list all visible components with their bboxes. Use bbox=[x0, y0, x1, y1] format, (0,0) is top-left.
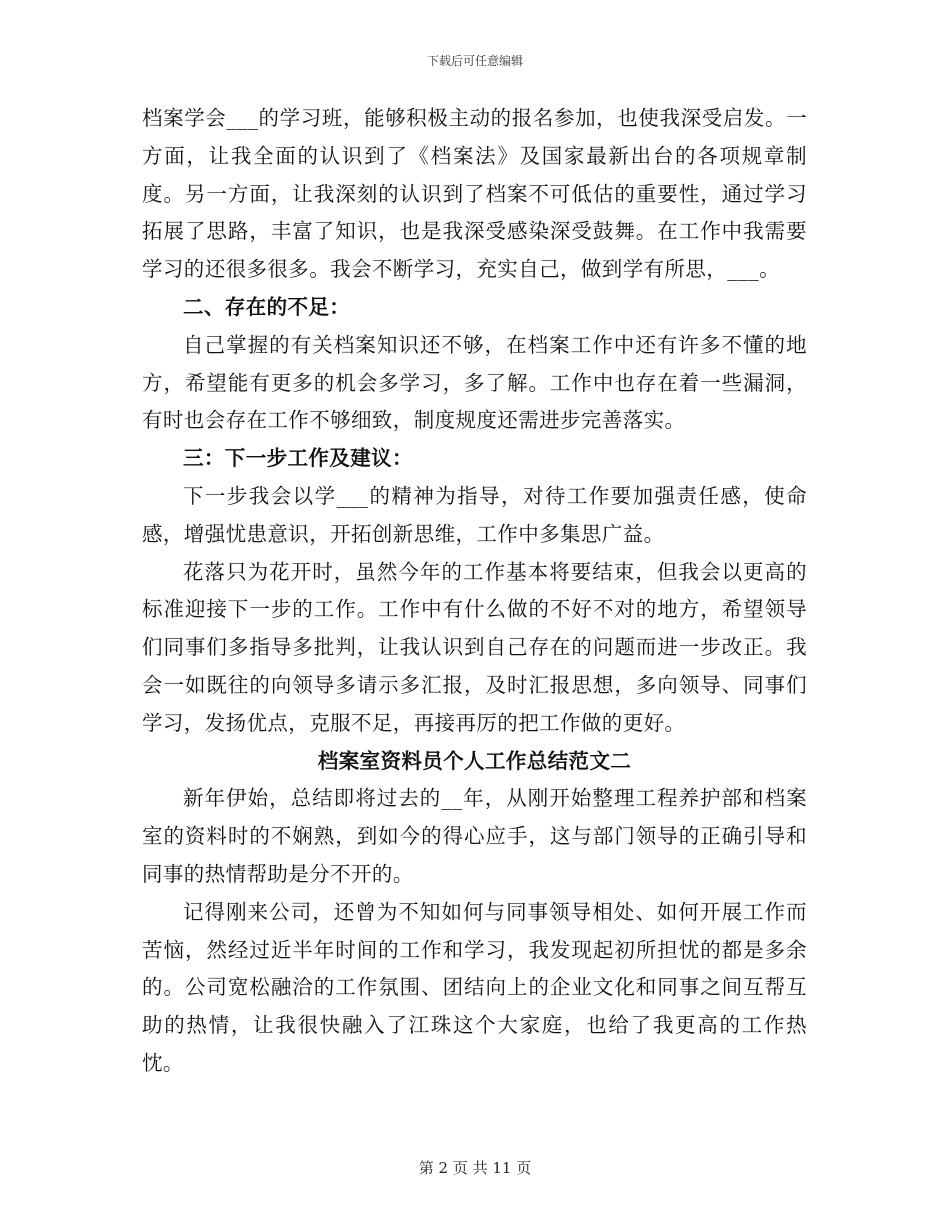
paragraph-4: 花落只为花开时，虽然今年的工作基本将要结束，但我会以更高的标准迎接下一步的工作。工作中有什么做的不好不对的地方，希望领导们同事们多指导多批判，让我认识到自己存在的问题而进一步改正。我会一如既往的向领导多请示多汇报，及时汇报思想，多向领导、同事们学习，发扬优点，克服不足，再接再厉的把工作做的更好。 bbox=[142, 559, 807, 735]
paragraph-3: 下一步我会以学___的精神为指导，对待工作要加强责任感，使命感，增强忧患意识，开拓创新思维，工作中多集思广益。 bbox=[142, 483, 807, 546]
page-header: 下载后可任意编辑 bbox=[426, 54, 523, 68]
section-heading-3: 三：下一步工作及建议： bbox=[183, 446, 413, 471]
paragraph-2: 自己掌握的有关档案知识还不够，在档案工作中还有许多不懂的地方，希望能有更多的机会多学习，多了解。工作中也存在着一些漏洞，有时也会存在工作不够细致，制度规度还需进步完善落实。 bbox=[142, 332, 807, 433]
paragraph-6: 记得刚来公司，还曾为不知如何与同事领导相处、如何开展工作而苦恼，然经过近半年时间的工作和学习，我发现起初所担忧的都是多余的。公司宽松融洽的工作氛围、团结向上的企业文化和同事之间互帮互助的热情，让我很快融入了江珠这个大家庭，也给了我更高的工作热忱。 bbox=[142, 899, 807, 1075]
section-heading-2: 二、存在的不足： bbox=[183, 294, 351, 319]
page-footer: 第 2 页 共 11 页 bbox=[418, 1159, 532, 1177]
paragraph-5: 新年伊始，总结即将过去的__年，从刚开始整理工程养护部和档案室的资料时的不娴熟，到如今的得心应手，这与部门领导的正确引导和同事的热情帮助是分不开的。 bbox=[142, 786, 807, 886]
document-title-2: 档案室资料员个人工作总结范文二 bbox=[317, 748, 632, 773]
document-body bbox=[142, 100, 807, 1083]
paragraph-1: 档案学会___的学习班，能够积极主动的报名参加，也使我深受启发。一方面，让我全面的认识到了《档案法》及国家最新出台的各项规章制度。另一方面，让我深刻的认识到了档案不可低估的重要性，通过学习拓展了思路，丰富了知识，也是我深受感染深受鼓舞。在工作中我需要学习的还很多很多。我会不断学习，充实自己，做到学有所思，___。 bbox=[142, 106, 807, 282]
